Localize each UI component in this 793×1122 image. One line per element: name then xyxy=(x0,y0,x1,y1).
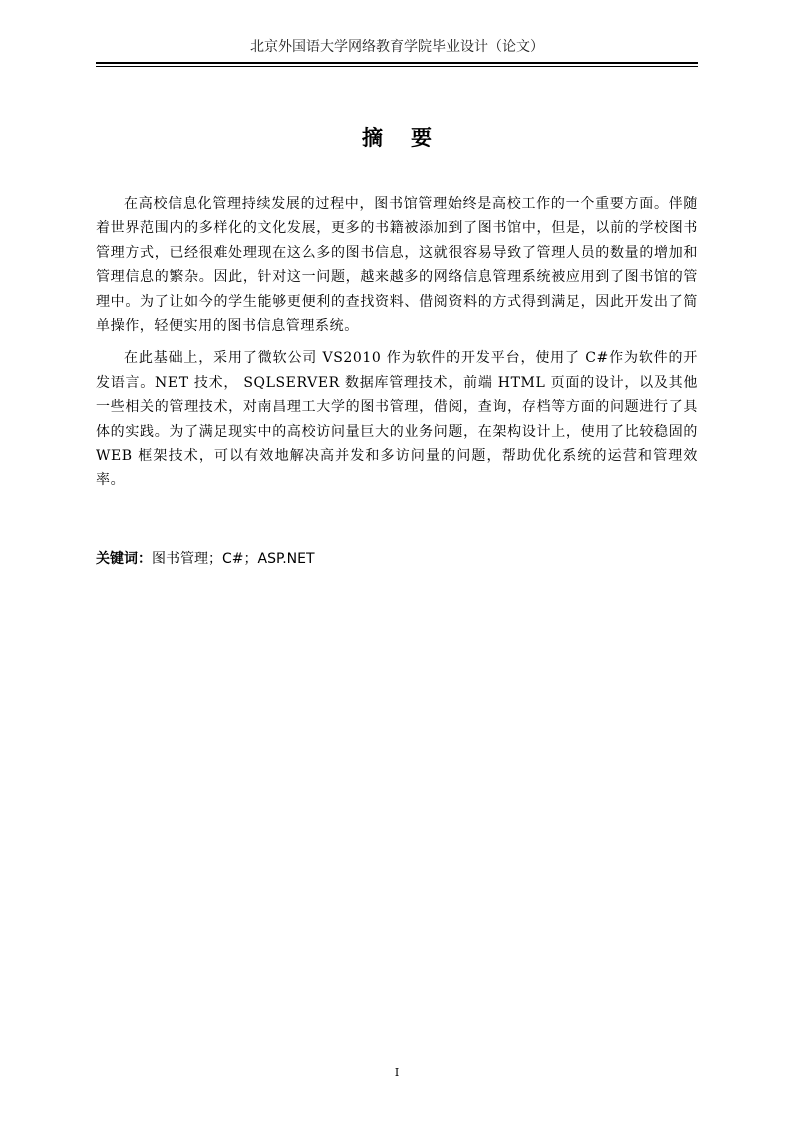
page-number: I xyxy=(394,1066,400,1079)
header-rule-thick xyxy=(96,62,698,64)
abstract-paragraph-2: 在此基础上，采用了微软公司 VS2010 作为软件的开发平台，使用了 C#作为软件的开发语言。NET 技术， SQLSERVER 数据库管理技术，前端 HTML 页面的设计，以及其他一些相关的管理技术，对南昌理工大学的图书管理，借阅，查询，存档等方面的问题进行了具体的实践。为了满足现实中的高校访问量巨大的业务问题，在架构设计上，使用了比较稳固的 WEB 框架技术，可以有效地解决高并发和多访问量的问题，帮助优化系统的运营和管理效率。 xyxy=(96,350,698,489)
abstract-body xyxy=(96,192,698,501)
abstract-title: 摘要 xyxy=(362,126,460,150)
abstract-paragraph-1: 在高校信息化管理持续发展的过程中，图书馆管理始终是高校工作的一个重要方面。伴随着世界范围内的多样化的文化发展，更多的书籍被添加到了图书馆中，但是，以前的学校图书管理方式，已经很难处理现在这么多的图书信息，这就很容易导致了管理人员的数量的增加和管理信息的繁杂。因此，针对这一问题，越来越多的网络信息管理系统被应用到了图书馆的管理中。为了让如今的学生能够更便利的查找资料、借阅资料的方式得到满足，因此开发出了简单操作，轻便实用的图书信息管理系统。 xyxy=(96,196,698,335)
header-rule-thin xyxy=(96,66,698,67)
keywords-line xyxy=(96,548,698,570)
keywords-value: 图书管理；C#；ASP.NET xyxy=(152,551,315,567)
keywords-label: 关键词： xyxy=(96,551,152,567)
page-header: 北京外国语大学网络教育学院毕业设计（论文） xyxy=(250,39,544,55)
